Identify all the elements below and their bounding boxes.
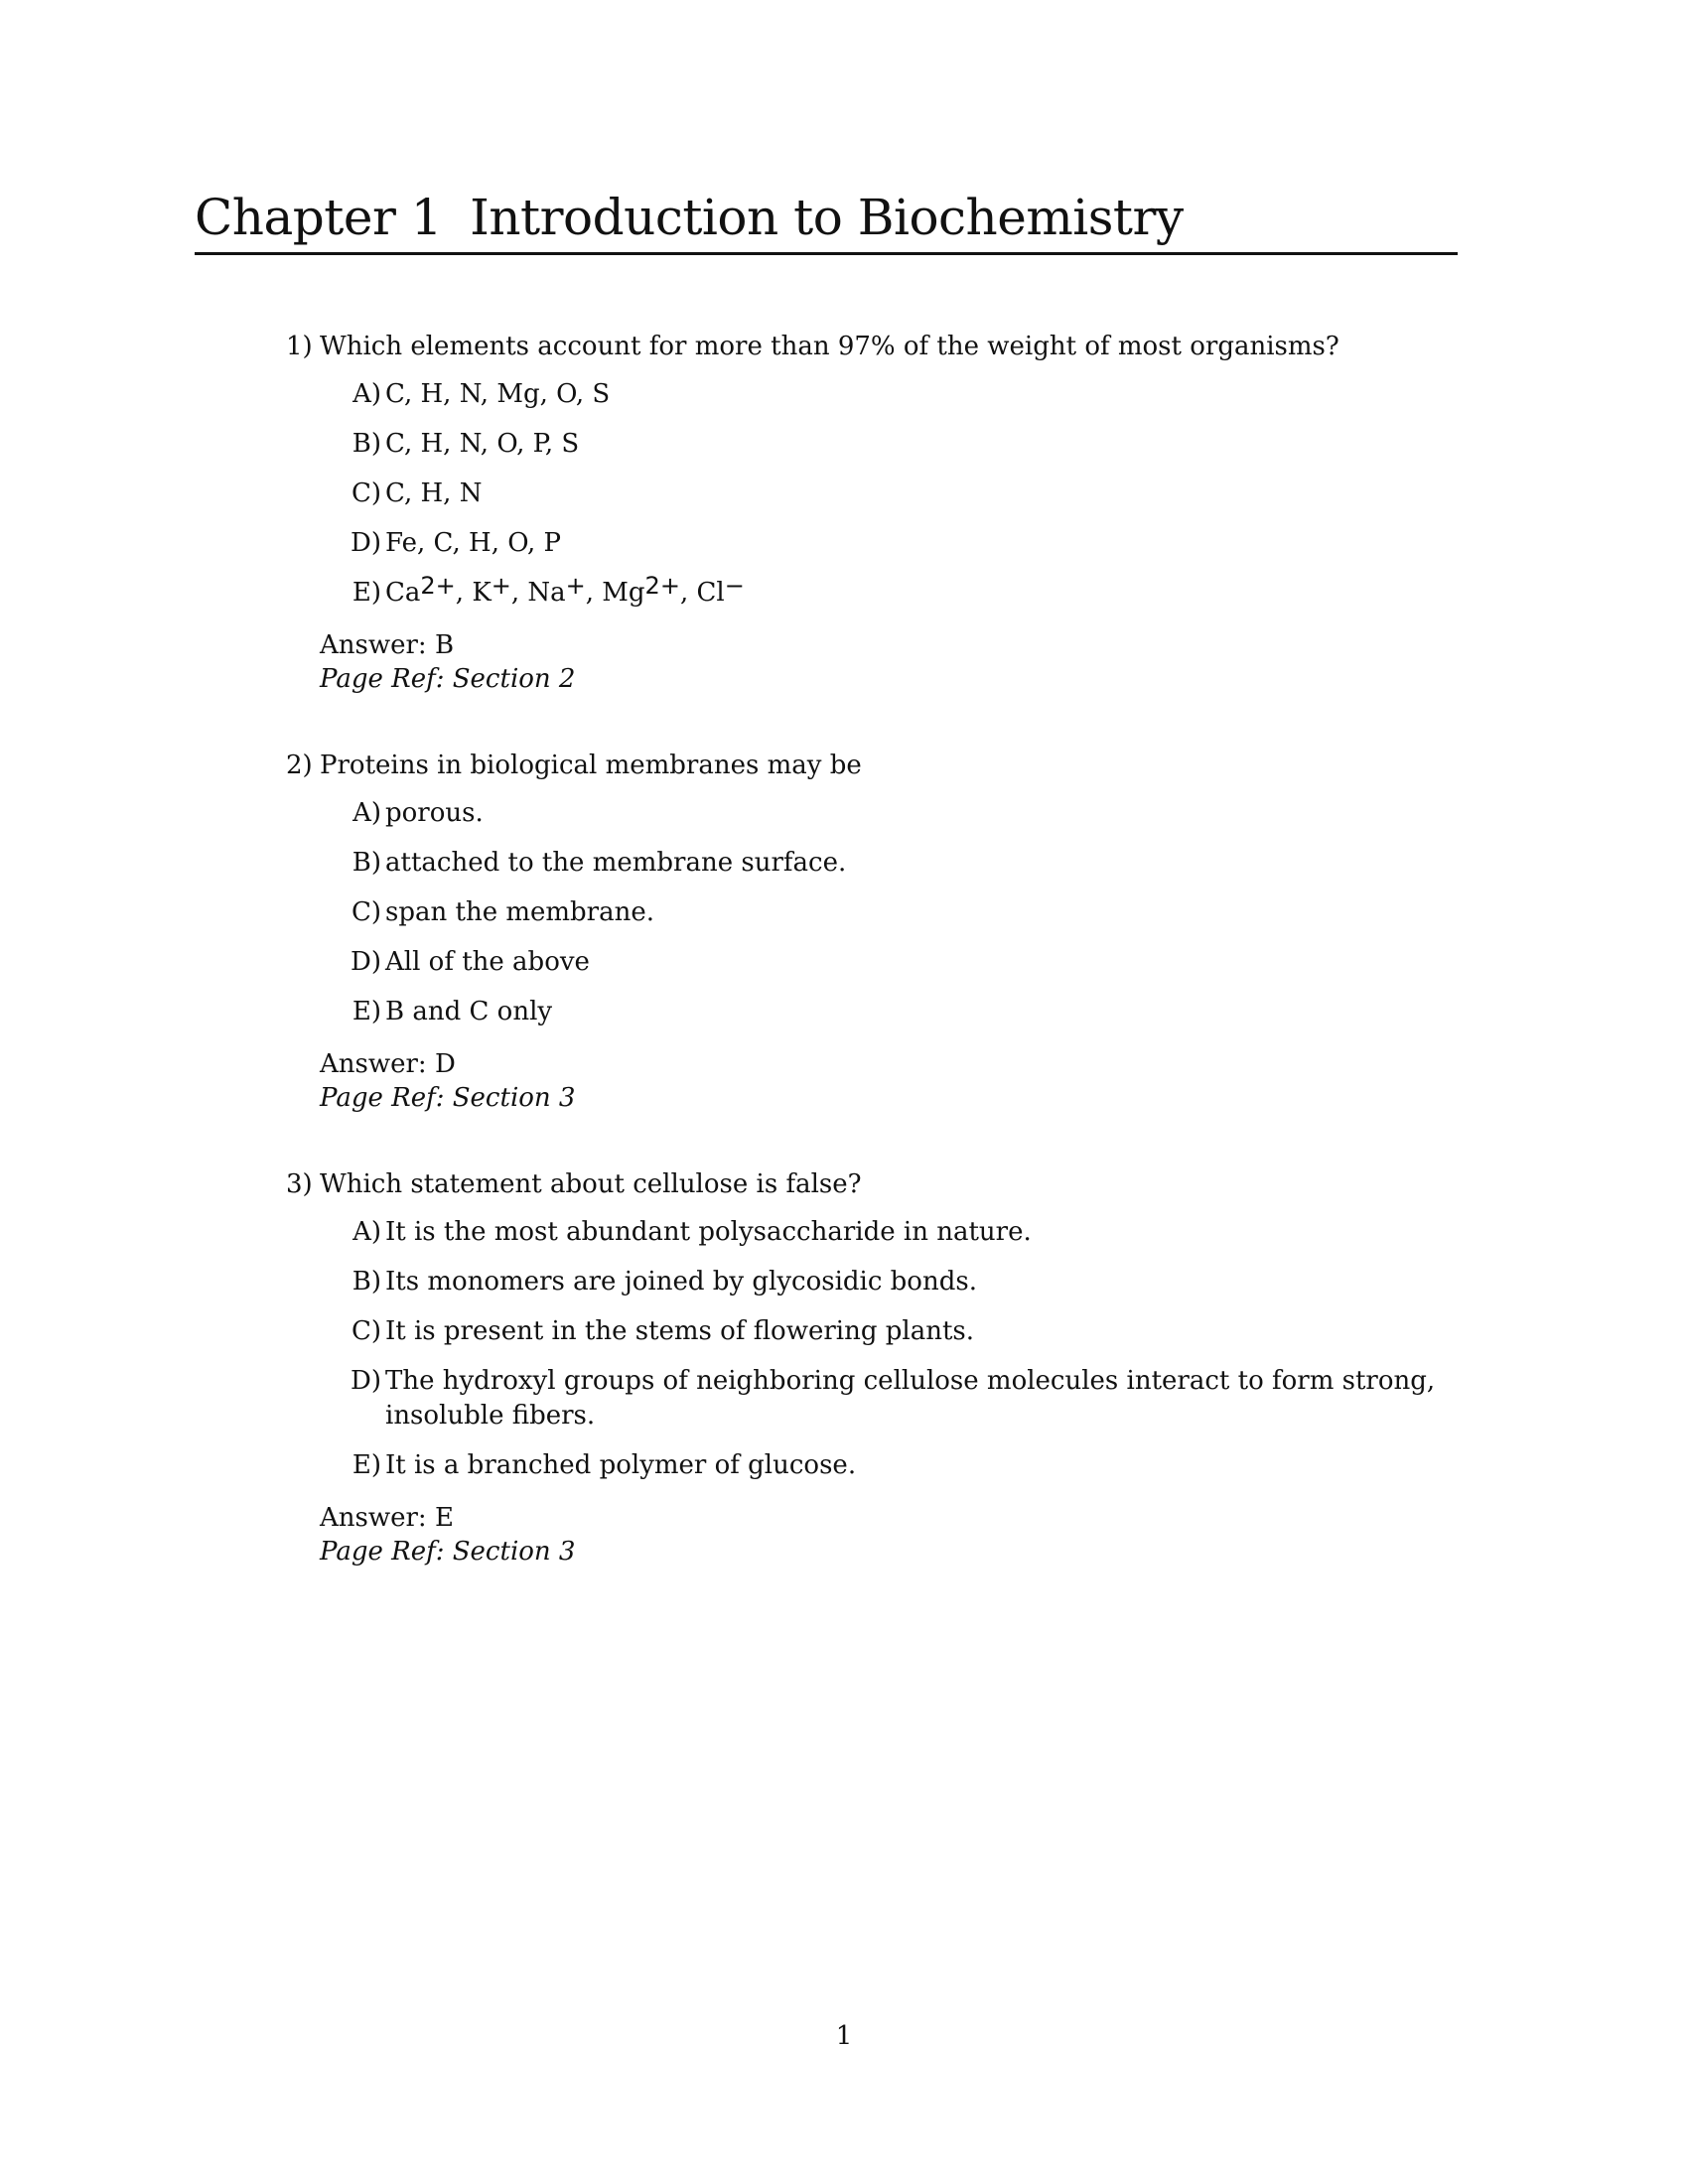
option-list: [286, 796, 1458, 1029]
option-letter: C): [351, 478, 381, 508]
option-text: It is a branched polymer of glucose.: [385, 1450, 857, 1480]
page-ref: Page Ref: Section 2: [320, 664, 576, 694]
option-text: attached to the membrane surface.: [385, 848, 847, 878]
answer-block: [286, 1047, 1458, 1115]
question-stem: [286, 330, 1458, 363]
option-list: [286, 1215, 1458, 1483]
option-list: [286, 377, 1458, 611]
question-number: 3): [286, 1169, 313, 1199]
ion-sodium: , Na: [510, 578, 566, 608]
page-number: 1: [835, 2021, 853, 2051]
option-letter: D): [351, 947, 381, 977]
option-letter: A): [352, 798, 381, 828]
question-text: Which elements account for more than 97% of the weight of most organisms?: [320, 332, 1339, 361]
option-text: The hydroxyl groups of neighboring cellulose molecules interact to form strong, insoluble fibers.: [385, 1366, 1436, 1431]
option-letter: D): [351, 528, 381, 558]
charge-superscript: +: [565, 572, 586, 600]
option-a: [348, 796, 1458, 831]
ion-potassium: , K: [455, 578, 492, 608]
option-c: [348, 477, 1458, 511]
option-letter: B): [352, 848, 381, 878]
option-text: It is present in the stems of flowering plants.: [385, 1316, 974, 1346]
option-text: B and C only: [385, 997, 553, 1026]
option-d: [348, 945, 1458, 980]
charge-superscript: −: [724, 572, 745, 600]
option-letter: A): [352, 1217, 381, 1247]
ion-magnesium: , Mg: [585, 578, 645, 608]
option-text: All of the above: [385, 947, 590, 977]
option-text: porous.: [385, 798, 484, 828]
option-letter: B): [352, 1267, 381, 1297]
option-b: [348, 427, 1458, 462]
option-letter: E): [352, 997, 381, 1026]
question-number: 1): [286, 332, 313, 361]
option-text: span the membrane.: [385, 897, 655, 927]
question-number: 2): [286, 751, 313, 780]
chapter-heading: [195, 189, 1458, 255]
charge-superscript: 2+: [644, 572, 680, 600]
option-text-ions: [385, 572, 1458, 611]
question-text: Proteins in biological membranes may be: [320, 751, 862, 780]
option-text: Fe, C, H, O, P: [385, 528, 562, 558]
ion-calcium: Ca: [385, 578, 421, 608]
question-text: Which statement about cellulose is false?: [320, 1169, 862, 1199]
option-a: [348, 1215, 1458, 1250]
option-d: [348, 526, 1458, 561]
answer-block: [286, 628, 1458, 696]
option-c: [348, 1314, 1458, 1349]
chapter-title: Introduction to Biochemistry: [470, 189, 1184, 246]
option-e: [348, 1448, 1458, 1483]
option-e: [348, 995, 1458, 1029]
option-letter: A): [352, 379, 381, 409]
option-letter: E): [352, 578, 381, 608]
option-e: [348, 572, 1458, 611]
answer: Answer: B: [320, 630, 455, 660]
question-stem: [286, 749, 1458, 782]
page-ref: Page Ref: Section 3: [320, 1537, 576, 1567]
option-b: [348, 1265, 1458, 1299]
answer-block: [286, 1501, 1458, 1569]
option-d: [348, 1364, 1458, 1433]
chapter-label: Chapter 1: [195, 189, 443, 246]
option-text: Its monomers are joined by glycosidic bonds.: [385, 1267, 977, 1297]
option-b: [348, 846, 1458, 881]
option-letter: C): [351, 897, 381, 927]
charge-superscript: 2+: [420, 572, 456, 600]
option-text: C, H, N, O, P, S: [385, 429, 580, 459]
ion-chloride: , Cl: [679, 578, 725, 608]
question-1: [286, 330, 1458, 696]
option-text: C, H, N: [385, 478, 483, 508]
answer: Answer: E: [320, 1503, 454, 1533]
option-text: C, H, N, Mg, O, S: [385, 379, 611, 409]
page-ref: Page Ref: Section 3: [320, 1083, 576, 1113]
question-3: [286, 1167, 1458, 1569]
answer: Answer: D: [320, 1049, 456, 1079]
option-letter: D): [351, 1366, 381, 1396]
question-2: [286, 749, 1458, 1115]
option-letter: C): [351, 1316, 381, 1346]
option-letter: B): [352, 429, 381, 459]
option-a: [348, 377, 1458, 412]
charge-superscript: +: [491, 572, 511, 600]
question-stem: [286, 1167, 1458, 1201]
option-c: [348, 895, 1458, 930]
option-text: It is the most abundant polysaccharide in nature.: [385, 1217, 1032, 1247]
option-letter: E): [352, 1450, 381, 1480]
